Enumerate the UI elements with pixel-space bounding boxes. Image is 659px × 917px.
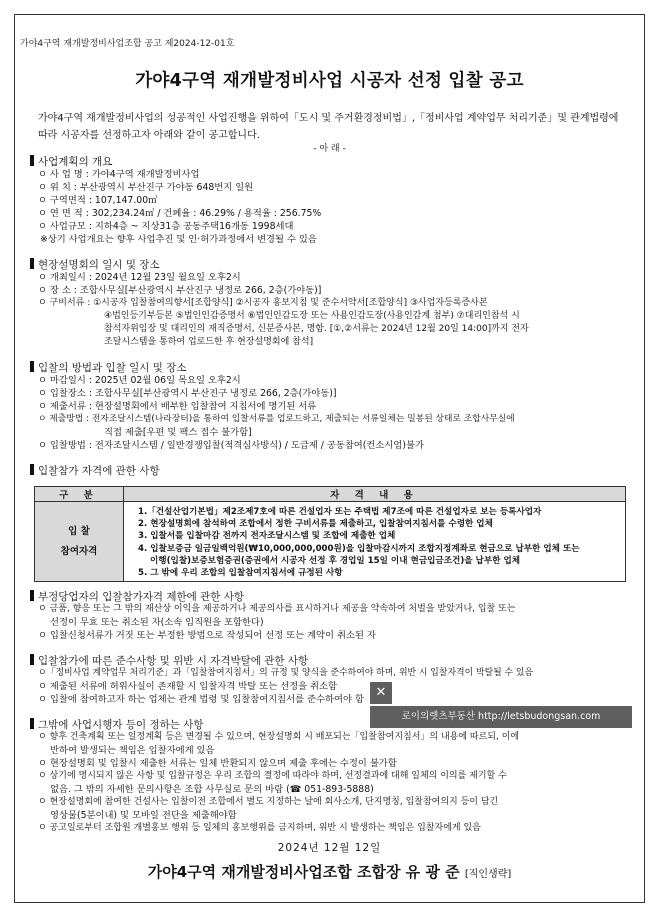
section-bullet-icon (30, 718, 34, 729)
others-item: ㅇ 현장설명회에 참여한 건설사는 입찰이전 조합에서 별도 지정하는 날에 회사소개, 단지명칭, 입찰참여의지 등이 담긴 (38, 797, 499, 807)
section-bullet-icon (30, 258, 34, 269)
overview-item: ㅇ 사 업 명 : 가야4구역 재개발정비사업 (38, 169, 200, 180)
section-heading-text: 그밖에 사업시행자 등이 정하는 사항 (38, 719, 204, 731)
section-heading-text: 부정당업자의 입찰참가자격 제한에 관한 사항 (38, 591, 245, 603)
overview-item: ㅇ 구역면적 : 107,147.00㎡ (38, 195, 158, 206)
section-heading-overview (30, 155, 112, 169)
qualification-line: 1.「건설산업기본법」제2조제7호에 따른 건설업자 또는 주택법 제7조에 따른 건설업자로 보는 등록사업자 (138, 507, 542, 517)
section-heading-text: 입찰의 방법과 입찰 일시 및 장소 (38, 362, 187, 374)
briefing-item: 참석자위임장 및 대리인의 재직증명서, 신분증사본, 명함. [①,②서류는 2024년 12월 20일 14:00]까지 전자 (104, 324, 529, 334)
section-heading-text: 현장설명회의 일시 및 장소 (38, 259, 160, 271)
overview-item: ㅇ 연 면 적 : 302,234.24㎡ / 건폐율 : 46.29% / 용적율 : 256.75% (38, 208, 322, 219)
others-item: 없음. 그 밖의 자세한 문의사항은 조합 사무실로 문의 바람 (☎ 051-893-5888) (50, 784, 374, 795)
bidding-item: ㅇ 제출방법 : 전자조달시스템(나라장터)을 통하여 입찰서류를 업로드하고, 제출되는 서류일체는 밀봉된 상태로 조합사무실에 (38, 414, 515, 424)
section-bullet-icon (30, 464, 34, 475)
qualification-line: 5. 그 밖에 우리 조합의 입찰참여지침서에 규정된 사항 (138, 568, 343, 579)
watermark-banner[interactable]: 로이의렛츠부동산 http://letsbudongsan.com (370, 706, 632, 728)
row-label-line: 입 찰 (68, 525, 90, 537)
row-label-line: 참여자격 (60, 545, 98, 557)
bidding-item: ㅇ 입찰장소 : 조합사무실[부산광역시 부산진구 냉정로 266, 2층(가야동)] (38, 388, 337, 399)
table-row (35, 502, 626, 582)
bidding-item: ㅇ 입찰방법 : 전자조달시스템 / 일반경쟁입찰(적격심사방식) / 도급제 / 공동참여(컨소시엄)불가 (38, 440, 424, 451)
others-item: 반하여 발생되는 책임은 입찰자에게 있음 (50, 745, 215, 756)
others-item: ㅇ 상기에 명시되지 않은 사항 및 입찰규정은 우리 조합의 결정에 따라야 하며, 선정결과에 대해 일체의 이의를 제기할 수 (38, 771, 507, 781)
seal-note: [직인생략] (464, 869, 512, 880)
close-icon[interactable]: ✕ (370, 682, 392, 704)
table-header-content: 자 격 내 용 (124, 487, 626, 502)
overview-item: ㅇ 사업규모 : 지하4층 ~ 지상31층 공동주택16개동 1998세대 (38, 221, 294, 232)
qualification-line: 3. 입찰서를 입찰마감 전까지 전자조달시스템 및 조합에 제출한 업체 (138, 531, 396, 542)
others-item: ㅇ 현장설명회 및 입찰시 제출한 서류는 일체 반환되지 않으며 제출 후에는 수정이 불가함 (38, 758, 397, 769)
intro-paragraph: 가야4구역 재개발정비사업의 성공적인 사업진행을 위하여「도시 및 주거환경정비법」,「정비사업 계약업무 처리기준」및 관계법령에 따라 시공자를 선정하고자 아래와 같이 공고합니다. (38, 113, 619, 141)
section-heading-text: 사업계획의 개요 (38, 156, 113, 168)
compliance-item: ㅇ 제출된 서류에 허위사실이 존재할 시 입찰자격 박탈 또는 선정을 취소함 (38, 681, 337, 692)
bidding-item: 직접 제출[우편 및 팩스 접수 불가함] (104, 427, 252, 438)
signature-text: 가야4구역 재개발정비사업조합 조합장 유 광 준 (147, 863, 460, 881)
briefing-item: ㅇ 장 소 : 조합사무실[부산광역시 부산진구 냉정로 266, 2층(가야동)] (38, 285, 322, 296)
section-bullet-icon (30, 155, 34, 166)
section-bullet-icon (30, 654, 34, 665)
bidding-item: ㅇ 제출서류 : 현장설명회에서 배부한 입찰참여 지침서에 명기된 서류 (38, 401, 317, 412)
briefing-item: ㅇ 개최일시 : 2024년 12월 23일 월요일 오후2시 (38, 272, 241, 283)
overview-note: ※상기 사업개요는 향후 사업추진 및 인·허가과정에서 변경될 수 있음 (40, 234, 317, 245)
table-header-row (35, 487, 626, 502)
qualification-line: 이행(입찰)보증보험증권(증권에서 시공자 선정 후 경업일 15일 이내 현금입금조건)을 납부한 업체 (150, 555, 521, 566)
qualification-content (124, 502, 626, 582)
others-item: ㅇ 공고일로부터 조합원 개별홍보 행위 등 일체의 홍보행위를 금지하며, 위반 시 발생하는 책임은 입찰자에게 있음 (38, 823, 481, 833)
bidding-item: ㅇ 마감일시 : 2025년 02월 06일 목요일 오후2시 (38, 375, 241, 386)
table-header-category: 구 분 (35, 487, 124, 502)
row-label (35, 502, 124, 582)
section-bullet-icon (30, 590, 34, 601)
section-heading-text: 입찰참가에 따른 준수사항 및 위반 시 자격박탈에 관한 사항 (38, 655, 309, 667)
disqualification-item: ㅇ 입찰신청서류가 거짓 또는 부정한 방법으로 작성되어 선정 또는 계약이 취소된 자 (38, 630, 376, 641)
compliance-item: ㅇ 입찰에 참여하고자 하는 업체는 관계 법령 및 입찰참여지침서를 준수하여야 함 (38, 694, 364, 705)
qualification-line: 4. 입찰보증금 일금일백억원(₩10,000,000,000원)을 입찰마감시까지 조합지정계좌로 현금으로 납부한 업체 또는 (138, 543, 580, 554)
compliance-item: ㅇ「정비사업 계약업무 처리기준」과「입찰참여지침서」의 규정 및 양식을 준수하여야 하며, 위반 시 입찰자격이 박탈될 수 있음 (38, 668, 534, 678)
signature-line (0, 862, 659, 885)
qualification-line: 2. 현장설명회에 참석하여 조합에서 정한 구비서류를 제출하고, 입찰참여지침서를 수령한 업체 (138, 519, 493, 530)
notice-number: 가야4구역 재개발정비사업조합 공고 제2024-12-01호 (20, 39, 235, 49)
others-item: 영상물(5분이내) 및 모바일 전단을 제출해야함 (50, 810, 237, 821)
section-heading-bidding (30, 361, 187, 375)
section-heading-disqualification (30, 590, 244, 604)
notice-date: 2024년 12월 12일 (277, 842, 382, 854)
disqualification-item: ㅇ 금품, 향응 또는 그 밖의 재산상 이익을 제공하거나 제공의사를 표시하거나 제공을 약속하여 처벌을 받았거나, 입찰 또는 (38, 604, 516, 614)
page-title: 가야4구역 재개발정비사업 시공자 선정 입찰 공고 (135, 71, 524, 91)
below-marker: - 아 래 - (313, 144, 346, 154)
briefing-item: 조달시스템을 통하여 업로드한 후 현장설명회에 참석] (104, 337, 314, 347)
section-heading-briefing (30, 258, 160, 272)
overview-item: ㅇ 위 치 : 부산광역시 부산진구 가야동 648번지 일원 (38, 182, 254, 193)
section-bullet-icon (30, 361, 34, 372)
others-item: ㅇ 향후 건축계획 또는 일정계획 등은 변경될 수 있으며, 현장설명회 시 배포되는「입찰참여지침서」의 내용에 따르되, 이에 (38, 732, 520, 742)
disqualification-item: 선정이 무효 또는 취소된 자(소속 임직원을 포함한다) (50, 617, 264, 628)
qualification-table (34, 486, 626, 582)
briefing-item: ④법인등기부등본 ⑤법인인감증명서 ⑥법인인감도장 또는 사용인감도장(사용인감계 첨부) ⑦대리인참석 시 (104, 311, 520, 321)
section-heading-text: 입찰참가 자격에 관한 사항 (38, 465, 160, 477)
section-heading-compliance (30, 654, 308, 668)
section-heading-others (30, 718, 204, 732)
briefing-item: ㅇ 구비서류 : ①시공자 입찰참여의향서[조합양식] ②시공자 홍보지침 및 준수서약서[조합양식] ③사업자등록증사본 (38, 298, 488, 308)
section-heading-qualification (30, 464, 160, 478)
